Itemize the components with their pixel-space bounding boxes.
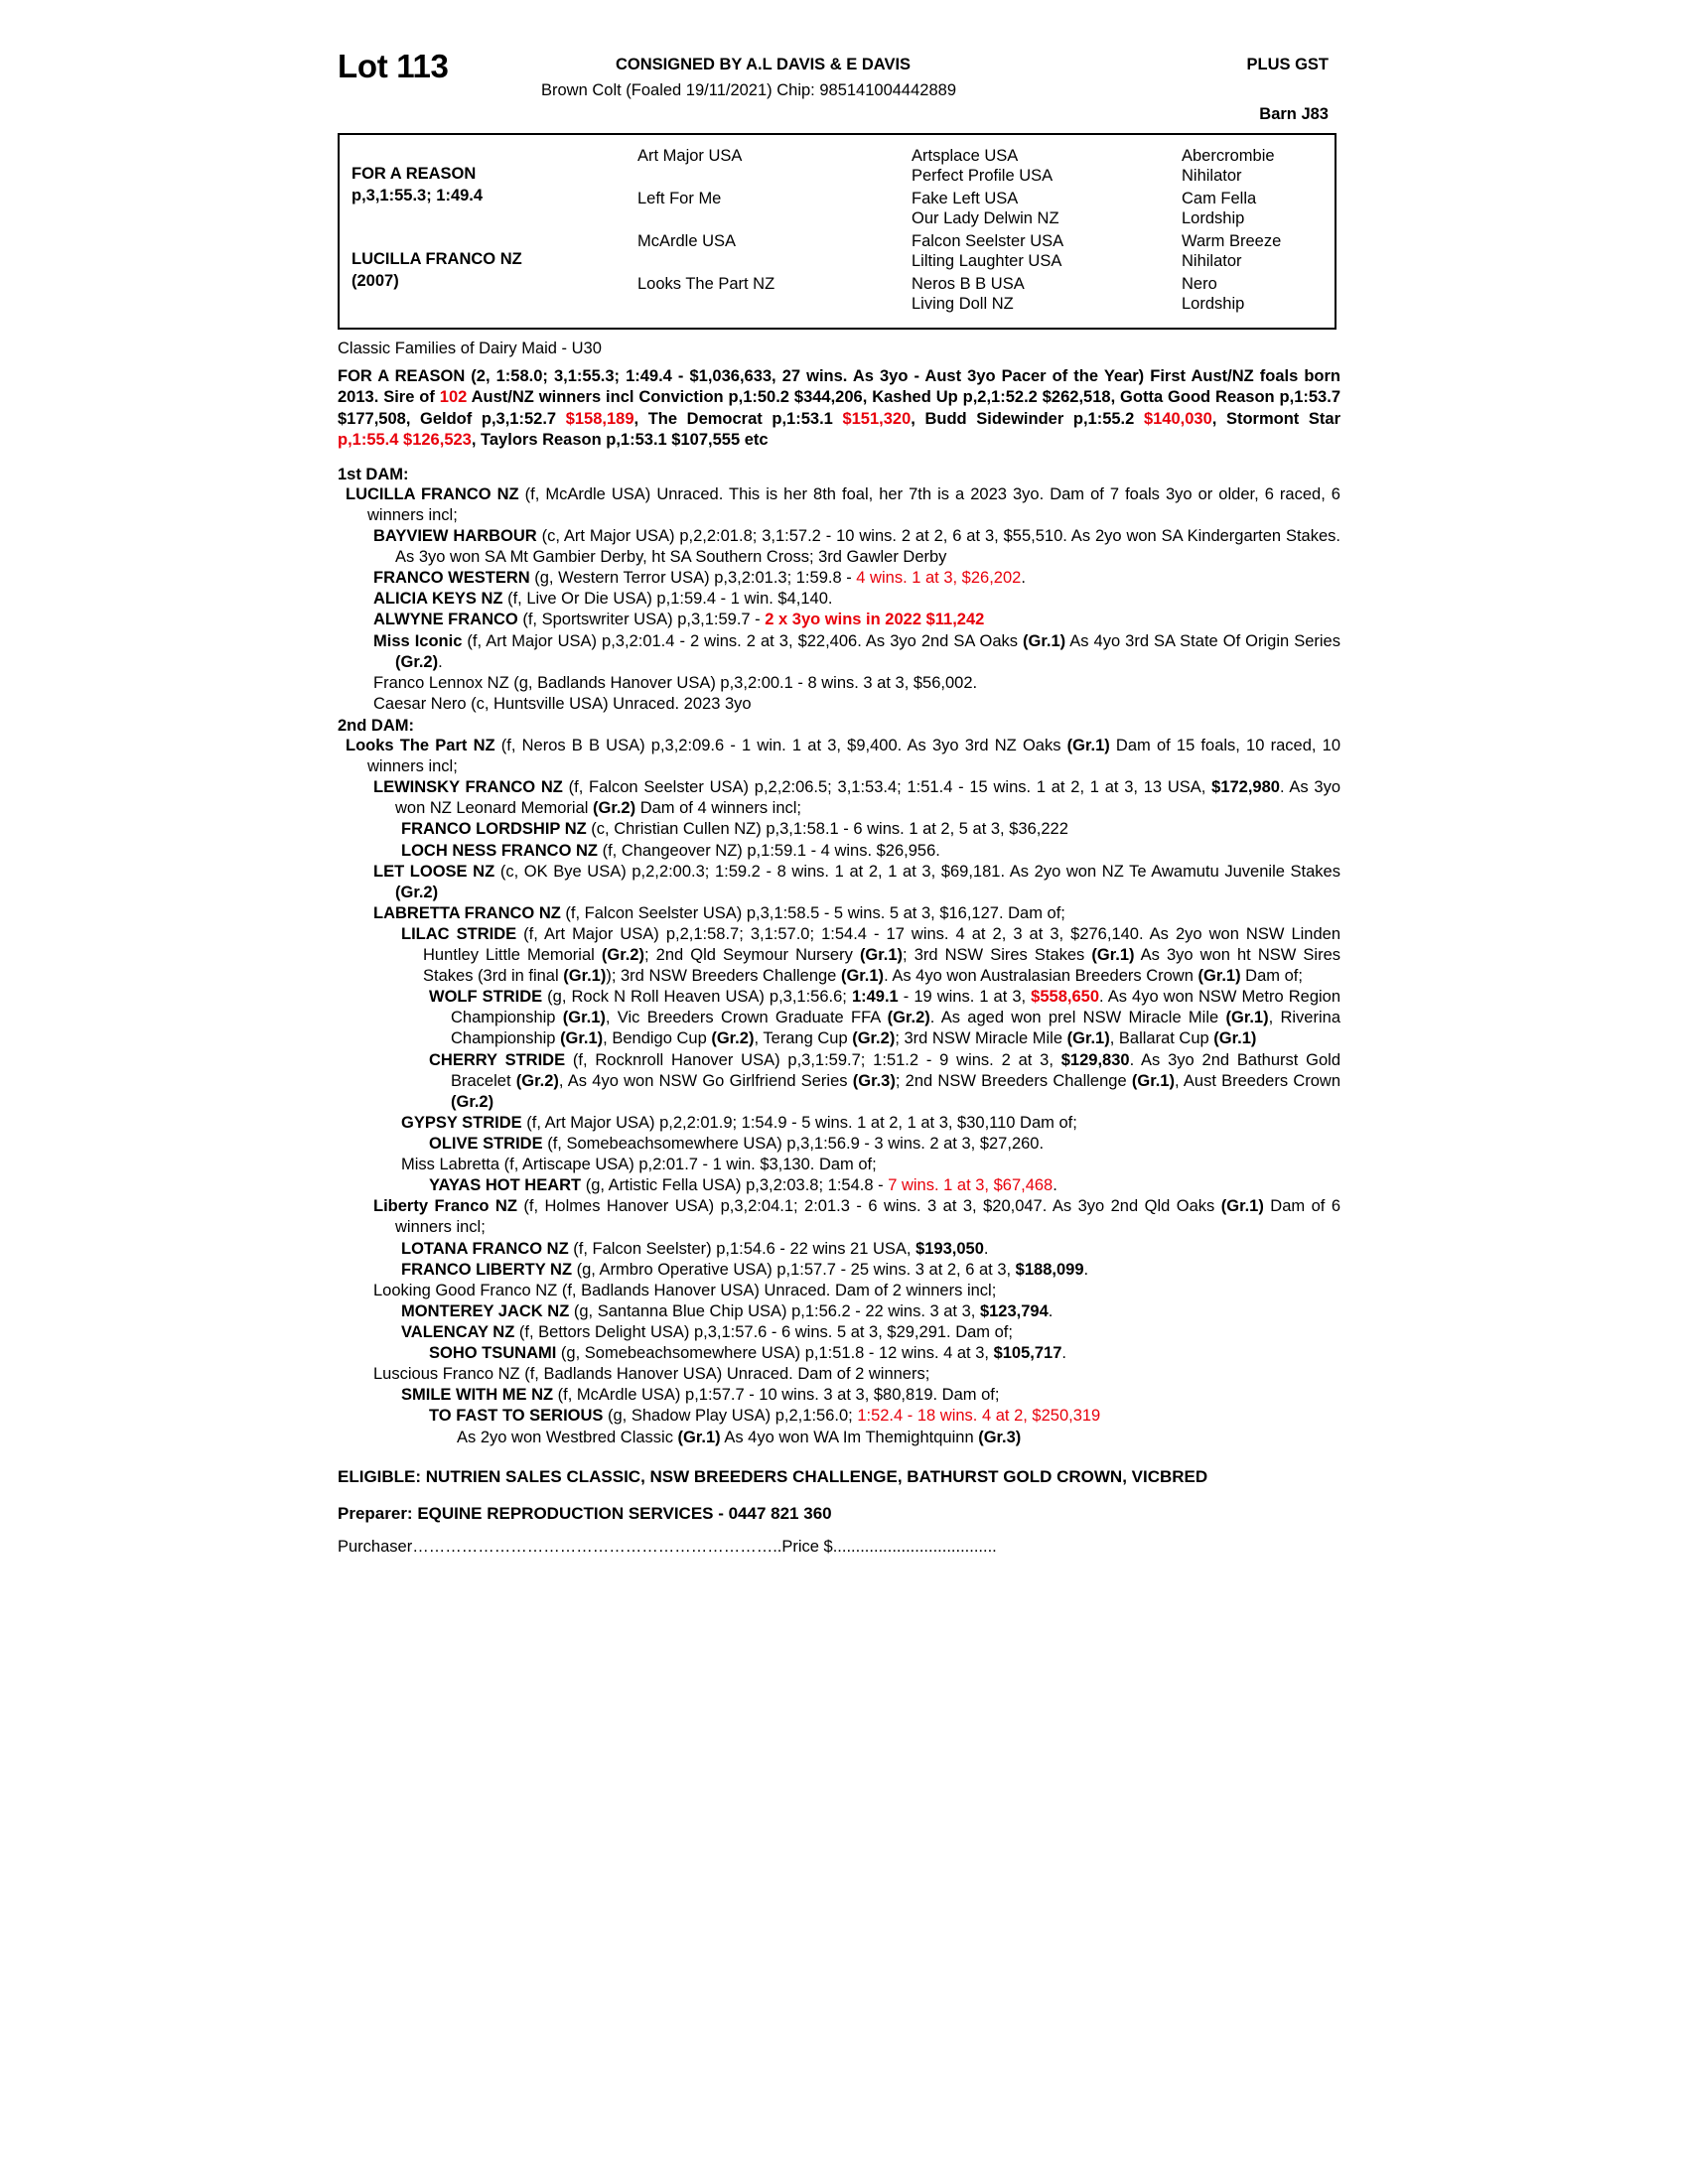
pedigree-entry — [338, 1050, 1340, 1113]
sire-earnings-stormont: p,1:55.4 $126,523 — [338, 431, 472, 450]
entry-name: (Gr.1) — [562, 1009, 606, 1027]
pedigree-entry — [338, 1175, 1340, 1196]
pedigree-entry — [338, 1260, 1340, 1281]
pedigree-entry — [338, 526, 1340, 568]
sire-para-part1: FOR A REASON (2, 1:58.0; 3,1:55.3; 1:49.4 - $1,036,633, 27 wins. As 3yo - Aust 3yo Pacer of the Year) First Aust/NZ foals born 2013. Sire of — [338, 367, 1340, 407]
entry-name: BAYVIEW HARBOUR — [373, 526, 537, 545]
entry-name: FRANCO WESTERN — [373, 569, 530, 588]
entry-name: (Gr.2) — [887, 1009, 930, 1027]
entry-text: (g, Rock N Roll Heaven USA) p,3,1:56.6; — [542, 988, 852, 1007]
classic-families-line: Classic Families of Dairy Maid - U30 — [338, 340, 602, 357]
sire-dam: Left For Me — [637, 190, 722, 207]
sire-sire-dam-sire: Nihilator — [1182, 167, 1242, 185]
pedigree-entry — [338, 1406, 1340, 1427]
entry-text: . — [1048, 1301, 1054, 1320]
entry-name: LOCH NESS FRANCO NZ — [401, 841, 598, 860]
entry-name: (Gr.1) — [677, 1428, 721, 1446]
entry-name: CHERRY STRIDE — [429, 1050, 566, 1069]
pedigree-entry — [338, 568, 1340, 589]
entry-text: (f, Art Major USA) p,2,1:58.7; 3,1:57.0; 1:54.4 - 17 wins. 4 at 2, 3 at 3, $276,140. As 2yo won NSW Linden Huntley Little Memorial — [423, 924, 1340, 965]
entry-text: . As 3yo 2nd Bathurst Gold Bracelet — [451, 1050, 1340, 1090]
entry-name: LILAC STRIDE — [401, 924, 517, 943]
entry-text: (f, McArdle USA) Unraced. This is her 8th foal, her 7th is a 2023 3yo. Dam of 7 foals 3yo or older, 6 raced, 6 winners incl; — [367, 484, 1340, 524]
dam-sire-dam-sire: Nihilator — [1182, 252, 1242, 270]
entry-name: (Gr.1) — [1225, 1009, 1269, 1027]
sire-winners-count: 102 — [439, 388, 468, 407]
entry-name: FRANCO LIBERTY NZ — [401, 1260, 573, 1279]
entry-text: (f, Changeover NZ) p,1:59.1 - 4 wins. $26,956. — [598, 841, 940, 860]
entry-text: 4 wins. 1 at 3, $26,202 — [856, 569, 1022, 588]
entry-name: (Gr.2) — [593, 799, 636, 818]
second-dam-entries — [338, 736, 1340, 1448]
sire-dam-sire-sire: Cam Fella — [1182, 190, 1257, 207]
entry-name: (Gr.1) — [1220, 1197, 1264, 1216]
entry-name: YAYAS HOT HEART — [429, 1176, 582, 1195]
entry-text: . — [1021, 569, 1026, 588]
dam-dam-sire-sire: Nero — [1182, 275, 1217, 293]
entry-name: Looks The Part NZ — [346, 736, 495, 754]
entry-name: LEWINSKY FRANCO NZ — [373, 778, 563, 797]
entry-name: (Gr.2) — [515, 1071, 559, 1090]
entry-name: 1:49.1 — [851, 988, 899, 1007]
entry-text: As 4yo won WA Im Themightquinn — [720, 1428, 979, 1446]
entry-name: 2 x 3yo wins in 2022 $11,242 — [765, 611, 985, 629]
pedigree-entry — [338, 631, 1340, 673]
pedigree-entry — [338, 1134, 1340, 1155]
pedigree-entry — [338, 1385, 1340, 1406]
pedigree-entry — [338, 987, 1340, 1049]
entry-name: LOTANA FRANCO NZ — [401, 1239, 569, 1258]
entry-text: Caesar Nero (c, Huntsville USA) Unraced. 2023 3yo — [373, 694, 752, 713]
entry-text: (f, Falcon Seelster USA) p,3,1:58.5 - 5 wins. 5 at 3, $16,127. Dam of; — [560, 903, 1065, 922]
entry-text: As 2yo won Westbred Classic — [457, 1428, 678, 1446]
first-dam-entries — [338, 484, 1340, 715]
dam-sire: McArdle USA — [637, 232, 737, 250]
entry-text: (g, Shadow Play USA) p,2,1:56.0; — [603, 1407, 858, 1426]
horse-description: Brown Colt (Foaled 19/11/2021) Chip: 985141004442889 — [541, 81, 956, 99]
entry-text: (f, McArdle USA) p,1:57.7 - 10 wins. 3 at 3, $80,819. Dam of; — [553, 1386, 1000, 1405]
consignor: CONSIGNED BY A.L DAVIS & E DAVIS — [616, 56, 912, 73]
entry-text: ; 2nd NSW Breeders Challenge — [895, 1071, 1132, 1090]
entry-text: 7 wins. 1 at 3, $67,468 — [888, 1176, 1054, 1195]
entry-name: TO FAST TO SERIOUS — [429, 1407, 604, 1426]
entry-text: ; 3rd NSW Miracle Mile — [895, 1029, 1067, 1048]
dam-dam-dam-sire: Lordship — [1182, 295, 1245, 313]
entry-name: (Gr.3) — [978, 1428, 1022, 1446]
entry-text: (g, Somebeachsomewhere USA) p,1:51.8 - 12 wins. 4 at 3, — [556, 1344, 994, 1363]
entry-text: As 4yo 3rd SA State Of Origin Series — [1065, 631, 1340, 650]
entry-name: FRANCO LORDSHIP NZ — [401, 820, 587, 839]
entry-text: As 3yo won ht NSW Sires Stakes (3rd in final — [423, 946, 1341, 986]
pedigree-entry — [338, 1113, 1340, 1134]
entry-text: (f, Sportswriter USA) p,3,1:59.7 - — [517, 611, 766, 629]
entry-text: , Vic Breeders Crown Graduate FFA — [605, 1009, 888, 1027]
entry-text: 1:52.4 - 18 wins. 4 at 2, $250,319 — [857, 1407, 1101, 1426]
entry-text: , As 4yo won NSW Go Girlfriend Series — [558, 1071, 853, 1090]
second-dam-heading: 2nd DAM: — [338, 716, 414, 735]
entry-text: (f, Somebeachsomewhere USA) p,3,1:56.9 - 3 wins. 2 at 3, $27,260. — [542, 1135, 1045, 1154]
purchaser-line: Purchaser…………………………………………………………..Price $.................................... — [338, 1537, 997, 1556]
dam-name: LUCILLA FRANCO NZ — [352, 250, 522, 268]
entry-name: (Gr.1) — [1066, 736, 1110, 754]
preparer-line: Preparer: EQUINE REPRODUCTION SERVICES - 0447 821 360 — [338, 1503, 832, 1523]
entry-text: (c, Christian Cullen NZ) p,3,1:58.1 - 6 wins. 1 at 2, 5 at 3, $36,222 — [586, 820, 1068, 839]
entry-name: (Gr.1) — [1066, 1029, 1110, 1048]
sire-dam-sire: Fake Left USA — [912, 190, 1019, 207]
entry-text: . — [1061, 1344, 1066, 1363]
entry-name: $193,050 — [915, 1239, 984, 1258]
pedigree-entry — [338, 924, 1340, 987]
sire-performance: p,3,1:55.3; 1:49.4 — [352, 187, 484, 205]
pedigree-entry — [338, 610, 1340, 630]
entry-text: ; 3rd NSW Sires Stakes — [903, 946, 1092, 965]
pedigree-entry — [338, 1428, 1340, 1448]
entry-text: . As 4yo won NSW Metro Region Championship — [451, 988, 1341, 1027]
pedigree-entry — [338, 862, 1340, 903]
pedigree-entry — [338, 841, 1340, 862]
entry-name: $188,099 — [1015, 1260, 1084, 1279]
sire-earnings-sidewinder: $140,030 — [1143, 409, 1212, 428]
entry-text: . — [1083, 1260, 1089, 1279]
entry-name: LABRETTA FRANCO NZ — [373, 903, 561, 922]
entry-text: (f, Falcon Seelster) p,1:54.6 - 22 wins 21 USA, — [568, 1239, 916, 1258]
entry-text: , Aust Breeders Crown — [1174, 1071, 1340, 1090]
plus-gst-label: PLUS GST — [1246, 56, 1329, 73]
entry-name: $172,980 — [1211, 778, 1280, 797]
entry-text: Dam of; — [1240, 967, 1303, 986]
dam-sire-sire-sire: Warm Breeze — [1182, 232, 1282, 250]
pedigree-entry — [338, 1322, 1340, 1343]
entry-text: (g, Santanna Blue Chip USA) p,1:56.2 - 22 wins. 3 at 3, — [569, 1301, 980, 1320]
entry-text: (g, Artistic Fella USA) p,3,2:03.8; 1:54.8 - — [581, 1176, 889, 1195]
entry-name: $105,717 — [993, 1344, 1062, 1363]
entry-name: (Gr.3) — [852, 1071, 896, 1090]
sire-sire-dam: Perfect Profile USA — [912, 167, 1054, 185]
entry-text: (f, Falcon Seelster USA) p,2,2:06.5; 3,1:53.4; 1:51.4 - 15 wins. 1 at 2, 1 at 3, 13 USA, — [562, 778, 1212, 797]
entry-name: (Gr.2) — [451, 1092, 494, 1111]
entry-name: (Gr.1) — [560, 1029, 604, 1048]
entry-text: (g, Armbro Operative USA) p,1:57.7 - 25 wins. 3 at 2, 6 at 3, — [572, 1260, 1016, 1279]
entry-text: . — [438, 652, 443, 671]
entry-name: (Gr.1) — [1023, 631, 1066, 650]
entry-text: (f, Live Or Die USA) p,1:59.4 - 1 win. $4,140. — [502, 590, 833, 609]
entry-name: (Gr.1) — [1197, 967, 1241, 986]
entry-text: . — [983, 1239, 989, 1258]
sire-para-part3: , The Democrat p,1:53.1 — [633, 409, 843, 428]
entry-name: ALWYNE FRANCO — [373, 611, 518, 629]
entry-text: (c, Art Major USA) p,2,2:01.8; 3,1:57.2 - 10 wins. 2 at 2, 6 at 3, $55,510. As 2yo won SA Kindergarten Stakes. As 3yo won SA Mt Gambier Derby, ht SA Southern Cross; 3rd Gawler Derby — [395, 526, 1340, 567]
entry-text: , Terang Cup — [754, 1029, 853, 1048]
entry-text: Franco Lennox NZ (g, Badlands Hanover USA) p,3,2:00.1 - 8 wins. 3 at 3, $56,002. — [373, 673, 978, 692]
first-dam-heading: 1st DAM: — [338, 465, 409, 483]
entry-text: Looking Good Franco NZ (f, Badlands Hanover USA) Unraced. Dam of 2 winners incl; — [373, 1281, 997, 1299]
entry-name: MONTEREY JACK NZ — [401, 1301, 570, 1320]
entry-text: , Riverina Championship — [451, 1009, 1340, 1048]
eligible-line: ELIGIBLE: NUTRIEN SALES CLASSIC, NSW BREEDERS CHALLENGE, BATHURST GOLD CROWN, VICBRED — [338, 1466, 1208, 1486]
entry-name: $123,794 — [979, 1301, 1049, 1320]
sire-paragraph — [338, 366, 1340, 452]
sire-para-part4: , Budd Sidewinder p,1:55.2 — [911, 409, 1144, 428]
entry-text: ); 3rd NSW Breeders Challenge — [606, 967, 841, 986]
entry-name: (Gr.2) — [395, 652, 439, 671]
entry-name: (Gr.1) — [1091, 946, 1135, 965]
entry-name: (Gr.2) — [601, 946, 644, 965]
entry-text: (f, Art Major USA) p,3,2:01.4 - 2 wins. 2 at 3, $22,406. As 3yo 2nd SA Oaks — [462, 631, 1024, 650]
entry-text: . As 3yo won NZ Leonard Memorial — [395, 778, 1341, 818]
entry-text: Dam of 6 winners incl; — [395, 1197, 1340, 1237]
pedigree-entry — [338, 819, 1340, 840]
dam-sire-sire: Falcon Seelster USA — [912, 232, 1064, 250]
pedigree-entry — [338, 736, 1340, 777]
entry-text: - 19 wins. 1 at 3, — [898, 988, 1032, 1007]
entry-text: Miss Labretta (f, Artiscape USA) p,2:01.7 - 1 win. $3,130. Dam of; — [401, 1156, 877, 1174]
entry-name: (Gr.1) — [840, 967, 885, 986]
entry-text: . As aged won prel NSW Miracle Mile — [929, 1009, 1226, 1027]
entry-text: (f, Neros B B USA) p,3,2:09.6 - 1 win. 1 at 3, $9,400. As 3yo 3rd NZ Oaks — [494, 736, 1067, 754]
pedigree-entry — [338, 1364, 1340, 1385]
entry-text: Luscious Franco NZ (f, Badlands Hanover USA) Unraced. Dam of 2 winners; — [373, 1365, 930, 1384]
entry-text: (c, OK Bye USA) p,2,2:00.3; 1:59.2 - 8 wins. 1 at 2, 1 at 3, $69,181. As 2yo won NZ Te Awamutu Juvenile Stakes — [494, 862, 1340, 881]
lot-number: Lot 113 — [338, 48, 449, 84]
entry-name: LUCILLA FRANCO NZ — [346, 484, 519, 503]
pedigree-entry — [338, 777, 1340, 819]
entry-text: (f, Bettors Delight USA) p,3,1:57.6 - 6 wins. 5 at 3, $29,291. Dam of; — [514, 1323, 1013, 1342]
pedigree-entry — [338, 903, 1340, 924]
entry-text: , Ballarat Cup — [1109, 1029, 1214, 1048]
dam-dam: Looks The Part NZ — [637, 275, 775, 293]
sire-dam-dam-sire: Lordship — [1182, 209, 1245, 227]
entry-name: (Gr.2) — [395, 883, 439, 901]
entry-name: (Gr.2) — [711, 1029, 755, 1048]
pedigree-entry — [338, 1343, 1340, 1364]
sire-para-part6: , Taylors Reason p,1:53.1 $107,555 etc — [471, 431, 769, 450]
dam-sire-dam: Lilting Laughter USA — [912, 252, 1062, 270]
sire-sire-sire-sire: Abercrombie — [1182, 147, 1275, 165]
pedigree-entry — [338, 1155, 1340, 1175]
entry-name: SOHO TSUNAMI — [429, 1344, 557, 1363]
catalogue-sheet — [338, 40, 1340, 1557]
entry-name: Liberty Franco NZ — [373, 1197, 517, 1216]
entry-text: (f, Rocknroll Hanover USA) p,3,1:59.7; 1:51.2 - 9 wins. 2 at 3, — [565, 1050, 1061, 1069]
dam-year: (2007) — [352, 272, 399, 290]
entry-name: $129,830 — [1060, 1050, 1130, 1069]
entry-text: ; 2nd Qld Seymour Nursery — [643, 946, 860, 965]
entry-name: (Gr.1) — [563, 967, 607, 986]
entry-name: VALENCAY NZ — [401, 1323, 515, 1342]
pedigree-entry — [338, 1301, 1340, 1322]
sire-sire: Art Major USA — [637, 147, 743, 165]
pedigree-entry — [338, 1281, 1340, 1301]
page-header — [338, 40, 1340, 131]
sire-earnings-democrat: $151,320 — [842, 409, 912, 428]
pedigree-entry — [338, 673, 1340, 694]
sire-name: FOR A REASON — [352, 165, 477, 183]
pedigree-entry — [338, 1239, 1340, 1260]
entry-name: (Gr.2) — [852, 1029, 896, 1048]
entry-text: , Bendigo Cup — [603, 1029, 712, 1048]
sire-para-part2: Aust/NZ winners incl Conviction p,1:50.2 $344,206, Kashed Up p,2,1:52.2 $262,518, Gotta Good Reason p,1:53.7 $177,508, Geldof p,3,1:52.7 — [338, 388, 1340, 428]
entry-text: . — [1053, 1176, 1057, 1195]
entry-name: (Gr.1) — [1131, 1071, 1175, 1090]
sire-para-part5: , Stormont Star — [1211, 409, 1340, 428]
entry-name: ALICIA KEYS NZ — [373, 590, 503, 609]
pedigree-entry — [338, 484, 1340, 526]
pedigree-table — [338, 133, 1336, 330]
entry-name: LET LOOSE NZ — [373, 862, 495, 881]
entry-name: (Gr.1) — [859, 946, 904, 965]
dam-dam-sire: Neros B B USA — [912, 275, 1025, 293]
entry-name: WOLF STRIDE — [429, 988, 543, 1007]
barn-label: Barn J83 — [1259, 105, 1329, 123]
entry-text: Dam of 4 winners incl; — [635, 799, 802, 818]
sire-earnings-geldof: $158,189 — [565, 409, 634, 428]
entry-text: (f, Art Major USA) p,2,2:01.9; 1:54.9 - 5 wins. 1 at 2, 1 at 3, $30,110 Dam of; — [521, 1113, 1077, 1132]
pedigree-entry — [338, 1196, 1340, 1238]
entry-name: SMILE WITH ME NZ — [401, 1386, 554, 1405]
entry-name: GYPSY STRIDE — [401, 1113, 522, 1132]
entry-name: Miss Iconic — [373, 631, 463, 650]
entry-text: (f, Holmes Hanover USA) p,3,2:04.1; 2:01.3 - 6 wins. 3 at 3, $20,047. As 3yo 2nd Qld Oaks — [516, 1197, 1221, 1216]
pedigree-entry — [338, 694, 1340, 715]
dam-dam-dam: Living Doll NZ — [912, 295, 1014, 313]
entry-name: OLIVE STRIDE — [429, 1135, 543, 1154]
entry-text: . As 4yo won Australasian Breeders Crown — [884, 967, 1198, 986]
sire-sire-sire: Artsplace USA — [912, 147, 1019, 165]
pedigree-entry — [338, 589, 1340, 610]
entry-name: $558,650 — [1031, 988, 1099, 1007]
entry-text: (g, Western Terror USA) p,3,2:01.3; 1:59.8 - — [529, 569, 857, 588]
entry-text: Dam of 15 foals, 10 raced, 10 winners incl; — [367, 736, 1340, 776]
sire-dam-dam: Our Lady Delwin NZ — [912, 209, 1059, 227]
entry-name: (Gr.1) — [1213, 1029, 1257, 1048]
